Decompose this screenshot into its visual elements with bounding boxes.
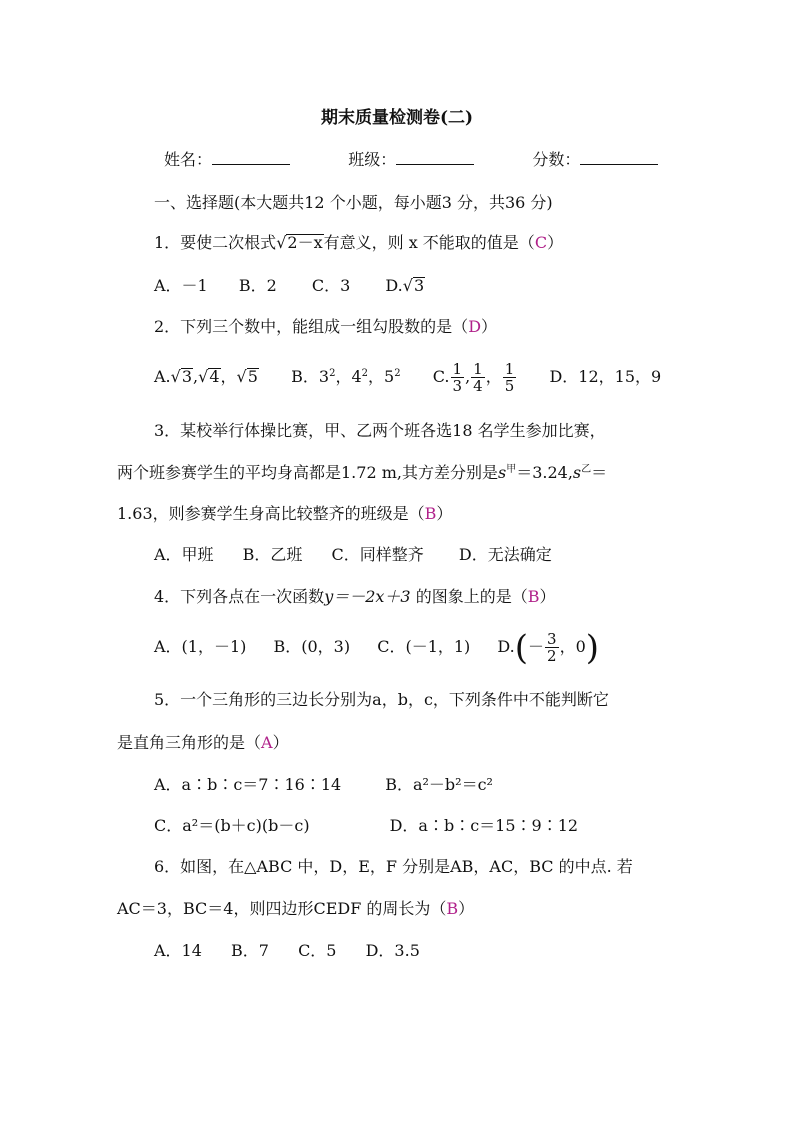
- score-label: 分数：: [532, 150, 581, 169]
- answer-1: C: [534, 233, 548, 252]
- options-5-row-2: C．a²＝(b＋c)(b－c) D．a∶b∶c＝15∶9∶12: [154, 816, 579, 835]
- question-6-line-1: 6．如图，在△ABC 中，D，E，F 分别是AB，AC，BC 的中点. 若: [154, 857, 633, 876]
- answer-5: A: [261, 733, 273, 752]
- question-3-line-1: 3．某校举行体操比赛，甲、乙两个班各选18 名学生参加比赛，: [154, 421, 606, 440]
- question-1: 1．要使二次根式√2－x有意义，则 x 不能取的值是（C）: [154, 233, 564, 252]
- header-row: [164, 150, 658, 170]
- options-5-row-1: A．a∶b∶c＝7∶16∶14 B．a²－b²＝c²: [154, 775, 493, 794]
- class-label: 班级：: [348, 150, 397, 169]
- score-blank: [580, 150, 658, 165]
- question-5-line-1: 5．一个三角形的三边长分别为a，b，c，下列条件中不能判断它: [154, 690, 609, 709]
- question-6-line-2: AC＝3，BC＝4，则四边形CEDF 的周长为（B）: [117, 899, 475, 918]
- answer-4: B: [527, 587, 540, 606]
- answer-3: B: [424, 504, 437, 523]
- answer-2: D: [468, 317, 482, 336]
- question-2: 2．下列三个数中，能组成一组勾股数的是（D）: [154, 317, 498, 336]
- answer-6: B: [446, 899, 459, 918]
- class-blank: [396, 150, 474, 165]
- sqrt-expression: √2－x: [276, 233, 323, 252]
- page-title: 期末质量检测卷(二): [320, 108, 474, 128]
- question-3-line-3: 1.63，则参赛学生身高比较整齐的班级是（B）: [117, 504, 453, 523]
- options-6: A．14 B．7 C．5 D．3.5: [154, 941, 420, 960]
- options-3: A．甲班 B．乙班 C．同样整齐 D．无法确定: [154, 545, 552, 564]
- options-4: A．(1，－1) B．(0，3) C．(－1，1) D.(－ $\frac{3}{2}$ ，0): [154, 627, 600, 668]
- section-heading: 一、选择题(本大题共12 个小题，每小题3 分，共36 分): [154, 193, 553, 212]
- options-2: A.√3,√4，√5 B．$3^2$，$4^2$，$5^2$ C. $\frac{1}{3}$ , $\frac{1}{4}$ ， $\frac{1}{5}$ D．12，15，9: [154, 360, 662, 395]
- question-4: 4．下列各点在一次函数y＝－2x＋3 的图象上的是（B）: [154, 587, 556, 606]
- question-5-line-2: 是直角三角形的是（A）: [117, 733, 289, 752]
- name-blank: [212, 150, 290, 165]
- question-3-line-2: 两个班参赛学生的平均身高都是1.72 m,其方差分别是$s^甲=3.24,s^乙=$: [117, 463, 608, 482]
- name-label: 姓名：: [164, 150, 213, 169]
- options-1: A．－1 B．2 C．3 D.√3: [154, 276, 425, 295]
